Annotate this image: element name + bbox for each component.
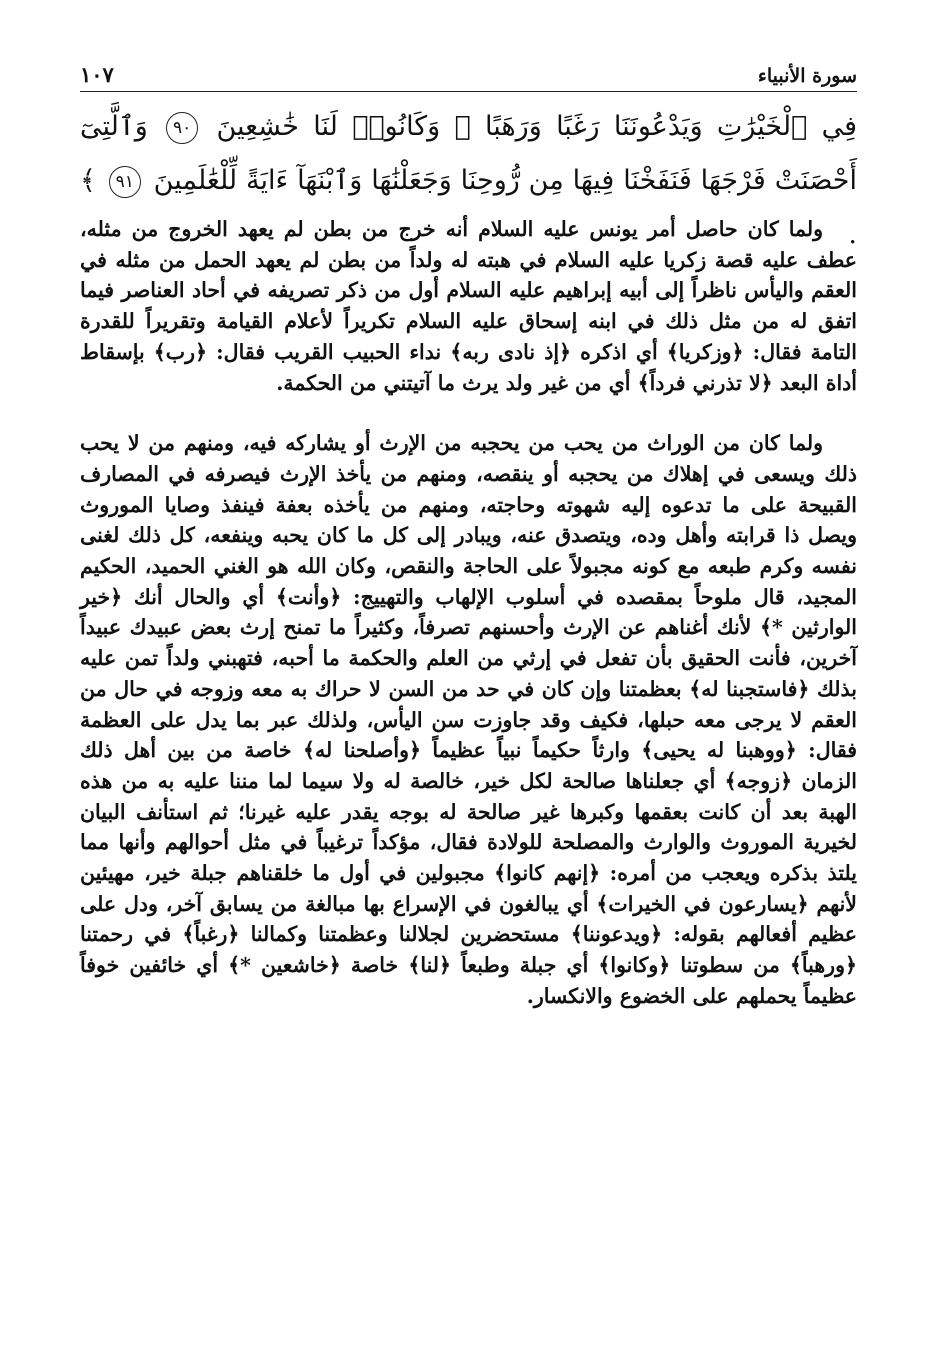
surah-title: سورة الأنبياء	[757, 65, 857, 87]
page-header	[80, 58, 857, 92]
verse-end-mark: ﴾ .	[80, 165, 857, 250]
paragraph: ولما كان حاصل أمر يونس عليه السلام أنه خرج من بطن لم يعهد الخروج من مثله، عطف عليه قصة زكريا عليه السلام في هبته له ولداً من بطن لم يعهد الحمل من مثله في العقم واليأس ناظراً إلى أبيه إبراهيم عليه السلام أول من ذكر تصريفه في أحاد العناصر فيما اتفق له من مثل ذلك في ابنه إسحاق عليه السلام تكريراً لأعلام القيامة وتقريراً للقدرة التامة فقال: ﴿وزكريا﴾ أي اذكره ﴿إذ نادى ربه﴾ نداء الحبيب القريب فقال: ﴿رب﴾ بإسقاط أداة البعد ﴿لا تذرني فرداً﴾ أي من غير ولد يرث ما آتيتني من الحكمة.	[80, 217, 857, 395]
commentary-text	[80, 214, 857, 1012]
verse-text: فِي ٱلْخَيْرَٰتِ وَيَدْعُونَنَا رَغَبًا وَرَهَبًا ۖ وَكَانُوا۟ لَنَا خَٰشِعِينَ	[216, 111, 857, 142]
paragraph: ولما كان من الوراث من يحب من يحجبه من الإرث أو يشاركه فيه، ومنهم من لا يحب ذلك ويسعى في إهلاك من يحجبه أو ينقصه، ومنهم من يأخذ الإرث فيصرفه في المصارف القبيحة على ما تدعوه إليه شهوته وحاجته، ومنهم من يأخذه بعفة فينفذ وصايا الموروث ويصل ذا قرابته وأهل وده، ويتصدق عنه، ويبادر إلى كل ما كان يحبه وينفعه، كل ذلك لغنى نفسه وكرم طبعه مع كونه مجبولاً على الحاجة والنقص، وكان الله هو الغني الحميد، الحكيم المجيد، قال ملوحاً بمقصده في أسلوب الإلهاب والتهييج: ﴿وأنت﴾ أي والحال أنك ﴿خير الوارثين *﴾ لأنك أغناهم عن الإرث وأحسنهم تصرفاً، وكثيراً ما تمنح إرث بعض عبيدك عبيداً آخرين، فأنت الحقيق بأن تفعل في إرثي من العلم والحكمة ما أحبه، فتهبني ولداً تمن عليه بذلك ﴿فاستجبنا له﴾ بعظمتنا وإن كان في حد من السن لا حراك به معه وزوجه في حال من العقم لا يرجى معه حبلها، فكيف وقد جاوزت سن اليأس، ولذلك عبر بما يدل على العظمة فقال: ﴿ووهبنا له يحيى﴾ وارثاً حكيماً نبياً عظيماً ﴿وأصلحنا له﴾ خاصة من بين أهل ذلك الزمان ﴿زوجه﴾ أي جعلناها صالحة لكل خير، خالصة له ولا سيما لما مننا عليه به من هذه الهبة بعد أن كانت بعقمها وكبرها غير صالحة له بوجه يقدر عليه غيرنا؛ ثم استأنف البيان لخيرية الموروث والوارث والمصلحة للولادة فقال، مؤكداً ترغيباً في مثل أحوالهم وأنها مما يلتذ بذكره ويعجب من أمره: ﴿إنهم كانوا﴾ مجبولين في أول ما خلقناهم جبلة خير، مهيئين لأنهم ﴿يسارعون في الخيرات﴾ أي يبالغون في الإسراع بها مبالغة من يسابق آخر، ودل على عظيم أفعالهم بقوله: ﴿ويدعوننا﴾ مستحضرين لجلالنا وعظمتنا وكمالنا ﴿رغباً﴾ في رحمتنا ﴿ورهباً﴾ من سطوتنا ﴿وكانوا﴾ أي جبلة وطبعاً ﴿لنا﴾ خاصة ﴿خاشعين *﴾ أي خائفين خوفاً عظيماً يحملهم على الخضوع والانكسار.	[80, 431, 857, 1008]
ayah-number-90: ٩٠	[166, 112, 198, 144]
verse-text: وَٱلَّتِىٓ أَحْصَنَتْ فَرْجَهَا فَنَفَخْنَا فِيهَا مِن رُّوحِنَا وَجَعَلْنَٰهَا وَٱبْنَهَآ ءَايَةً لِّلْعَٰلَمِينَ	[80, 111, 858, 196]
ayah-number-91: ٩١	[109, 166, 141, 198]
page-number: ١٠٧	[80, 62, 114, 87]
